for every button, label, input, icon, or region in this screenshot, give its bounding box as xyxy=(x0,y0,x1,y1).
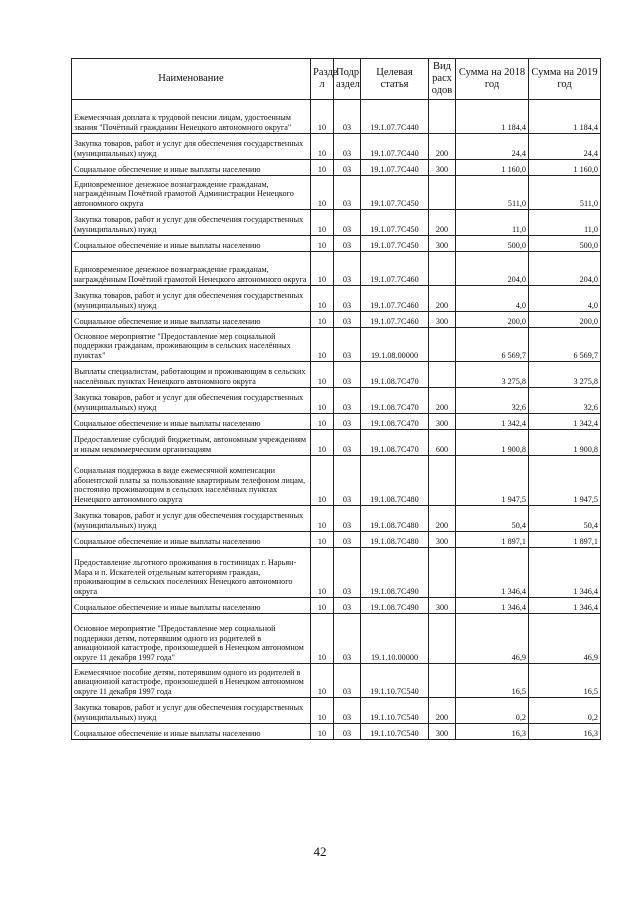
cell-podrazdel: 03 xyxy=(334,252,361,286)
cell-article: 19.1.08.7С480 xyxy=(361,532,429,548)
cell-vid xyxy=(429,328,456,362)
cell-sum2018: 11,0 xyxy=(456,210,529,236)
cell-name: Выплаты специалистам, работающим и проживающим в сельских населённых пунктах Ненецкого автономного округа xyxy=(72,362,311,388)
cell-sum2018: 1 184,4 xyxy=(456,100,529,134)
cell-vid xyxy=(429,362,456,388)
cell-vid: 200 xyxy=(429,506,456,532)
cell-vid: 200 xyxy=(429,134,456,160)
cell-article: 19.1.08.7С480 xyxy=(361,456,429,506)
cell-name: Единовременное денежное вознаграждение гражданам, награждённым Почётной грамотой Администрации Ненецкого автономного округа xyxy=(72,176,311,210)
table-row xyxy=(72,160,601,176)
cell-article: 19.1.08.00000 xyxy=(361,328,429,362)
cell-sum2019: 1 947,5 xyxy=(529,456,601,506)
cell-sum2018: 1 346,4 xyxy=(456,548,529,598)
table-row xyxy=(72,598,601,614)
cell-article: 19.1.10.7С540 xyxy=(361,724,429,740)
cell-razdel: 10 xyxy=(311,598,334,614)
cell-sum2018: 6 569,7 xyxy=(456,328,529,362)
cell-sum2019: 1 346,4 xyxy=(529,598,601,614)
cell-razdel: 10 xyxy=(311,236,334,252)
cell-sum2019: 46,9 xyxy=(529,614,601,664)
cell-sum2019: 11,0 xyxy=(529,210,601,236)
cell-article: 19.1.08.7С480 xyxy=(361,506,429,532)
cell-podrazdel: 03 xyxy=(334,614,361,664)
cell-sum2019: 1 346,4 xyxy=(529,548,601,598)
cell-vid: 600 xyxy=(429,430,456,456)
cell-podrazdel: 03 xyxy=(334,362,361,388)
cell-article: 19.1.07.7С460 xyxy=(361,286,429,312)
cell-razdel: 10 xyxy=(311,176,334,210)
cell-razdel: 10 xyxy=(311,286,334,312)
cell-podrazdel: 03 xyxy=(334,328,361,362)
cell-sum2019: 16,5 xyxy=(529,664,601,698)
cell-article: 19.1.08.7С470 xyxy=(361,430,429,456)
cell-podrazdel: 03 xyxy=(334,430,361,456)
header-razdel: Разде л xyxy=(311,59,334,100)
cell-sum2018: 204,0 xyxy=(456,252,529,286)
cell-sum2019: 1 342,4 xyxy=(529,414,601,430)
cell-sum2018: 16,3 xyxy=(456,724,529,740)
cell-name: Социальное обеспечение и иные выплаты населению xyxy=(72,598,311,614)
cell-razdel: 10 xyxy=(311,456,334,506)
table-row xyxy=(72,134,601,160)
cell-sum2018: 4,0 xyxy=(456,286,529,312)
cell-razdel: 10 xyxy=(311,506,334,532)
cell-sum2018: 500,0 xyxy=(456,236,529,252)
cell-article: 19.1.08.7С470 xyxy=(361,362,429,388)
cell-name: Закупка товаров, работ и услуг для обеспечения государственных (муниципальных) нужд xyxy=(72,506,311,532)
cell-podrazdel: 03 xyxy=(334,532,361,548)
cell-sum2019: 1 897,1 xyxy=(529,532,601,548)
table-row xyxy=(72,614,601,664)
header-sum2019: Сумма на 2019 год xyxy=(529,59,601,100)
cell-name: Социальное обеспечение и иные выплаты населению xyxy=(72,532,311,548)
cell-razdel: 10 xyxy=(311,328,334,362)
cell-sum2019: 1 184,4 xyxy=(529,100,601,134)
cell-sum2018: 50,4 xyxy=(456,506,529,532)
cell-sum2019: 200,0 xyxy=(529,312,601,328)
cell-sum2019: 6 569,7 xyxy=(529,328,601,362)
cell-podrazdel: 03 xyxy=(334,414,361,430)
cell-podrazdel: 03 xyxy=(334,456,361,506)
cell-article: 19.1.08.7С490 xyxy=(361,548,429,598)
header-sum2018: Сумма на 2018 год xyxy=(456,59,529,100)
cell-vid xyxy=(429,252,456,286)
cell-article: 19.1.08.7С470 xyxy=(361,414,429,430)
cell-vid: 300 xyxy=(429,532,456,548)
cell-name: Социальное обеспечение и иные выплаты населению xyxy=(72,312,311,328)
cell-podrazdel: 03 xyxy=(334,664,361,698)
cell-name: Закупка товаров, работ и услуг для обеспечения государственных (муниципальных) нужд xyxy=(72,286,311,312)
cell-razdel: 10 xyxy=(311,100,334,134)
cell-razdel: 10 xyxy=(311,532,334,548)
cell-article: 19.1.07.7С450 xyxy=(361,176,429,210)
cell-sum2018: 200,0 xyxy=(456,312,529,328)
cell-razdel: 10 xyxy=(311,388,334,414)
cell-podrazdel: 03 xyxy=(334,312,361,328)
cell-sum2018: 0,2 xyxy=(456,698,529,724)
cell-sum2019: 0,2 xyxy=(529,698,601,724)
cell-razdel: 10 xyxy=(311,210,334,236)
cell-podrazdel: 03 xyxy=(334,236,361,252)
cell-vid xyxy=(429,176,456,210)
table-header-row xyxy=(72,59,601,100)
cell-vid xyxy=(429,456,456,506)
header-article: Целевая статья xyxy=(361,59,429,100)
cell-podrazdel: 03 xyxy=(334,176,361,210)
table-row xyxy=(72,286,601,312)
cell-vid xyxy=(429,100,456,134)
cell-name: Закупка товаров, работ и услуг для обеспечения государственных (муниципальных) нужд xyxy=(72,698,311,724)
cell-sum2018: 32,6 xyxy=(456,388,529,414)
table-row xyxy=(72,532,601,548)
cell-podrazdel: 03 xyxy=(334,210,361,236)
cell-article: 19.1.08.7С470 xyxy=(361,388,429,414)
cell-razdel: 10 xyxy=(311,134,334,160)
cell-sum2019: 50,4 xyxy=(529,506,601,532)
cell-vid: 200 xyxy=(429,286,456,312)
cell-sum2019: 32,6 xyxy=(529,388,601,414)
cell-vid xyxy=(429,664,456,698)
cell-sum2019: 1 900,8 xyxy=(529,430,601,456)
cell-sum2019: 511,0 xyxy=(529,176,601,210)
table-row xyxy=(72,362,601,388)
cell-article: 19.1.10.7С540 xyxy=(361,698,429,724)
cell-sum2018: 16,5 xyxy=(456,664,529,698)
cell-article: 19.1.07.7С460 xyxy=(361,252,429,286)
table-row xyxy=(72,100,601,134)
cell-name: Единовременное денежное вознаграждение гражданам, награждённым Почётной грамотой Ненецкого автономного округа xyxy=(72,252,311,286)
cell-sum2019: 500,0 xyxy=(529,236,601,252)
cell-name: Социальное обеспечение и иные выплаты населению xyxy=(72,414,311,430)
cell-razdel: 10 xyxy=(311,548,334,598)
cell-article: 19.1.07.7С440 xyxy=(361,160,429,176)
cell-article: 19.1.07.7С440 xyxy=(361,134,429,160)
cell-name: Закупка товаров, работ и услуг для обеспечения государственных (муниципальных) нужд xyxy=(72,388,311,414)
table-row xyxy=(72,176,601,210)
cell-name: Ежемесячное пособие детям, потерявшим одного из родителей в авиационной катастрофе, произошедшей в Ненецком автономном округе 11 декабря 1997 года xyxy=(72,664,311,698)
header-vid: Вид расх одов xyxy=(429,59,456,100)
cell-podrazdel: 03 xyxy=(334,100,361,134)
cell-podrazdel: 03 xyxy=(334,548,361,598)
cell-razdel: 10 xyxy=(311,614,334,664)
cell-razdel: 10 xyxy=(311,664,334,698)
cell-sum2018: 1 342,4 xyxy=(456,414,529,430)
cell-razdel: 10 xyxy=(311,698,334,724)
cell-sum2018: 1 346,4 xyxy=(456,598,529,614)
cell-podrazdel: 03 xyxy=(334,724,361,740)
cell-razdel: 10 xyxy=(311,430,334,456)
table-row xyxy=(72,252,601,286)
cell-name: Основное мероприятие "Предоставление мер социальной поддержки гражданам, проживающим в сельских населённых пунктах" xyxy=(72,328,311,362)
cell-sum2019: 4,0 xyxy=(529,286,601,312)
cell-vid: 300 xyxy=(429,724,456,740)
cell-sum2018: 1 897,1 xyxy=(456,532,529,548)
cell-podrazdel: 03 xyxy=(334,698,361,724)
cell-sum2018: 24,4 xyxy=(456,134,529,160)
cell-vid: 300 xyxy=(429,598,456,614)
cell-razdel: 10 xyxy=(311,252,334,286)
cell-name: Закупка товаров, работ и услуг для обеспечения государственных (муниципальных) нужд xyxy=(72,210,311,236)
table-row xyxy=(72,664,601,698)
cell-article: 19.1.07.7С450 xyxy=(361,210,429,236)
table-row xyxy=(72,312,601,328)
cell-podrazdel: 03 xyxy=(334,286,361,312)
cell-sum2018: 3 275,8 xyxy=(456,362,529,388)
cell-podrazdel: 03 xyxy=(334,506,361,532)
header-name: Наименование xyxy=(72,59,311,100)
table-row xyxy=(72,236,601,252)
cell-sum2018: 1 160,0 xyxy=(456,160,529,176)
cell-vid: 200 xyxy=(429,388,456,414)
cell-sum2019: 1 160,0 xyxy=(529,160,601,176)
cell-podrazdel: 03 xyxy=(334,388,361,414)
cell-sum2019: 204,0 xyxy=(529,252,601,286)
cell-razdel: 10 xyxy=(311,414,334,430)
table-row xyxy=(72,456,601,506)
cell-name: Социальное обеспечение и иные выплаты населению xyxy=(72,724,311,740)
cell-razdel: 10 xyxy=(311,724,334,740)
cell-sum2018: 1 900,8 xyxy=(456,430,529,456)
cell-vid: 300 xyxy=(429,414,456,430)
cell-razdel: 10 xyxy=(311,312,334,328)
cell-name: Социальная поддержка в виде ежемесячной компенсации абонентской платы за пользование квартирным телефоном лицам, постоянно проживающим в сельских населённых пунктах Ненецкого автономного округа xyxy=(72,456,311,506)
table-row xyxy=(72,210,601,236)
header-podrazdel: Подр аздел xyxy=(334,59,361,100)
budget-table xyxy=(71,58,601,740)
page-number: 42 xyxy=(313,844,327,859)
table-row xyxy=(72,506,601,532)
cell-vid: 300 xyxy=(429,312,456,328)
cell-name: Ежемесячная доплата к трудовой пенсии лицам, удостоенным звания "Почётный гражданин Ненецкого автономного округа" xyxy=(72,100,311,134)
table-body xyxy=(72,100,601,740)
cell-article: 19.1.08.7С490 xyxy=(361,598,429,614)
cell-podrazdel: 03 xyxy=(334,134,361,160)
cell-vid: 200 xyxy=(429,698,456,724)
cell-podrazdel: 03 xyxy=(334,598,361,614)
cell-name: Предоставление льготного проживания в гостиницах г. Нарьян-Мара и п. Искателей отдельным категориям граждан, проживающим в сельских поселениях Ненецкого автономного округа xyxy=(72,548,311,598)
cell-name: Предоставление субсидий бюджетным, автономным учреждениям и иным некоммерческим организациям xyxy=(72,430,311,456)
cell-vid: 300 xyxy=(429,236,456,252)
cell-sum2018: 46,9 xyxy=(456,614,529,664)
cell-name: Социальное обеспечение и иные выплаты населению xyxy=(72,236,311,252)
cell-sum2019: 24,4 xyxy=(529,134,601,160)
table-row xyxy=(72,328,601,362)
table-row xyxy=(72,698,601,724)
cell-article: 19.1.07.7С450 xyxy=(361,236,429,252)
cell-sum2019: 16,3 xyxy=(529,724,601,740)
cell-name: Социальное обеспечение и иные выплаты населению xyxy=(72,160,311,176)
cell-name: Закупка товаров, работ и услуг для обеспечения государственных (муниципальных) нужд xyxy=(72,134,311,160)
table-row xyxy=(72,430,601,456)
cell-sum2019: 3 275,8 xyxy=(529,362,601,388)
cell-razdel: 10 xyxy=(311,362,334,388)
cell-name: Основное мероприятие "Предоставление мер социальной поддержки детям, потерявшим одного из родителей в авиационной катастрофе, произошедшей в Ненецком автономном округе 11 декабря 1997 года" xyxy=(72,614,311,664)
cell-podrazdel: 03 xyxy=(334,160,361,176)
cell-razdel: 10 xyxy=(311,160,334,176)
cell-vid: 300 xyxy=(429,160,456,176)
table-row xyxy=(72,414,601,430)
cell-vid xyxy=(429,548,456,598)
cell-vid: 200 xyxy=(429,210,456,236)
cell-sum2018: 1 947,5 xyxy=(456,456,529,506)
cell-article: 19.1.10.7С540 xyxy=(361,664,429,698)
cell-article: 19.1.10.00000 xyxy=(361,614,429,664)
cell-vid xyxy=(429,614,456,664)
table-row xyxy=(72,548,601,598)
cell-sum2018: 511,0 xyxy=(456,176,529,210)
cell-article: 19.1.07.7С460 xyxy=(361,312,429,328)
table-row xyxy=(72,388,601,414)
table-row xyxy=(72,724,601,740)
cell-article: 19.1.07.7С440 xyxy=(361,100,429,134)
